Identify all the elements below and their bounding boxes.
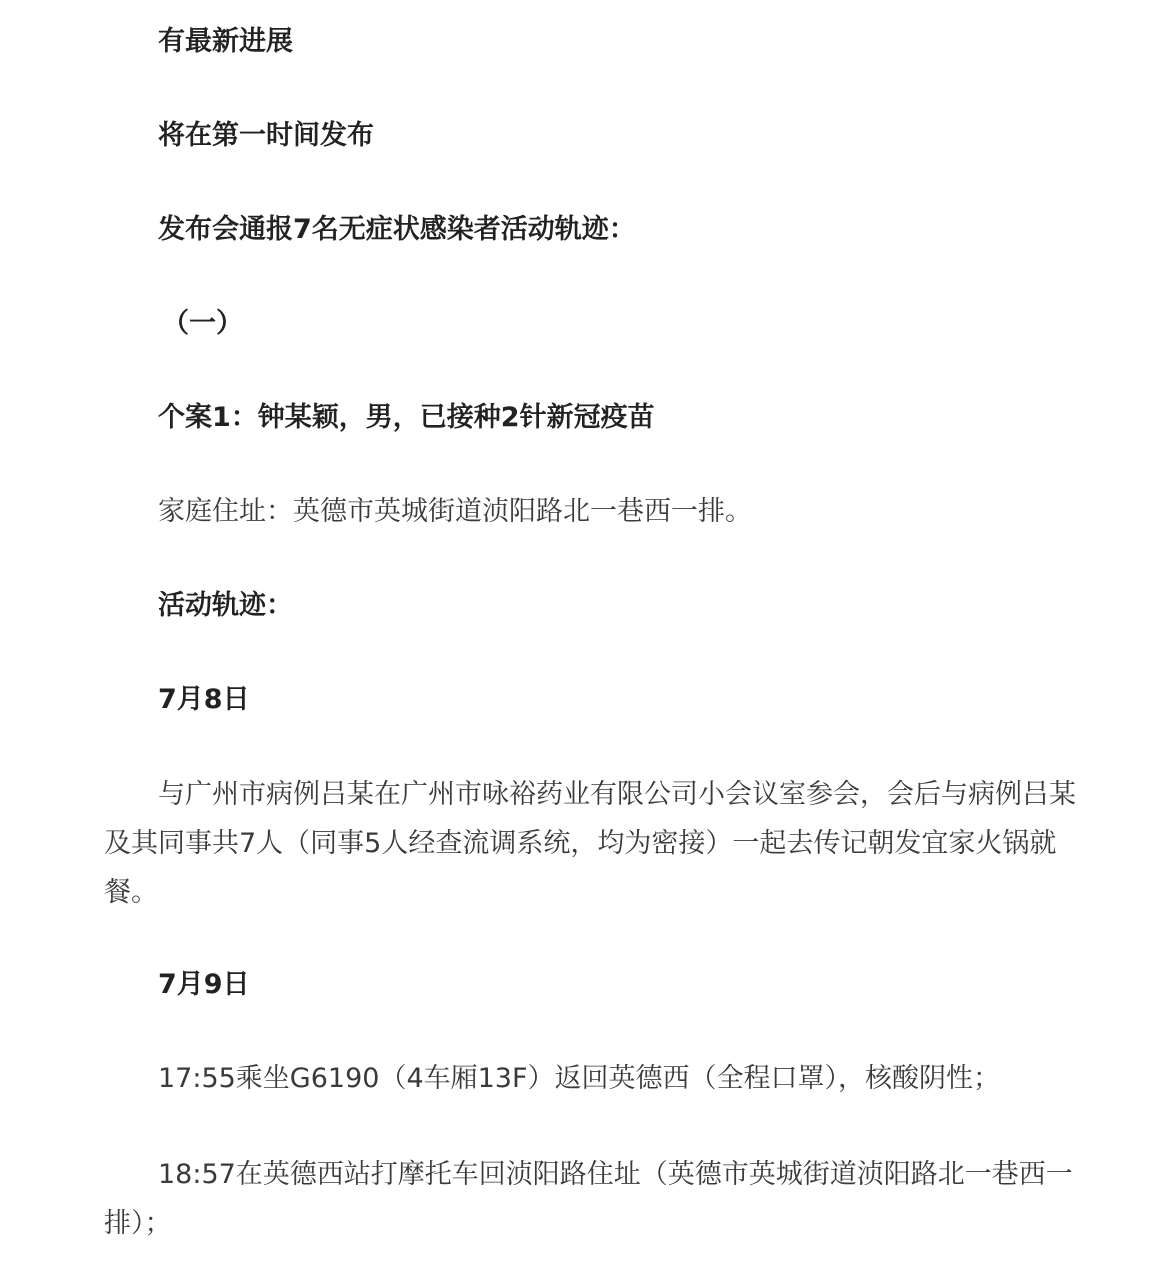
paragraph-0708: 与广州市病例吕某在广州市咏裕药业有限公司小会议室参会，会后与病例吕某及其同事共7人（同事5人经查流调系统，均为密接）一起去传记朝发宜家火锅就餐。 [104,779,1076,908]
date-heading-0708: 7月8日 [158,684,250,715]
heading-update: 有最新进展 [158,26,293,57]
heading-briefing: 发布会通报7名无症状感染者活动轨迹： [158,214,636,245]
section-one-heading: （一） [162,308,243,339]
case1-title: 个案1：钟某颖，男，已接种2针新冠疫苗 [158,402,655,433]
paragraph-0709-motorbike: 18:57在英德西站打摩托车回浈阳路住址（英德市英城街道浈阳路北一巷西一排）； [104,1159,1073,1239]
trajectory-label: 活动轨迹： [158,590,293,621]
home-address: 家庭住址：英德市英城街道浈阳路北一巷西一排。 [158,496,752,527]
date-heading-0709: 7月9日 [158,969,250,1000]
heading-publish: 将在第一时间发布 [158,120,374,151]
paragraph-0709-train: 17:55乘坐G6190（4车厢13F）返回英德西（全程口罩），核酸阴性； [158,1063,1001,1094]
